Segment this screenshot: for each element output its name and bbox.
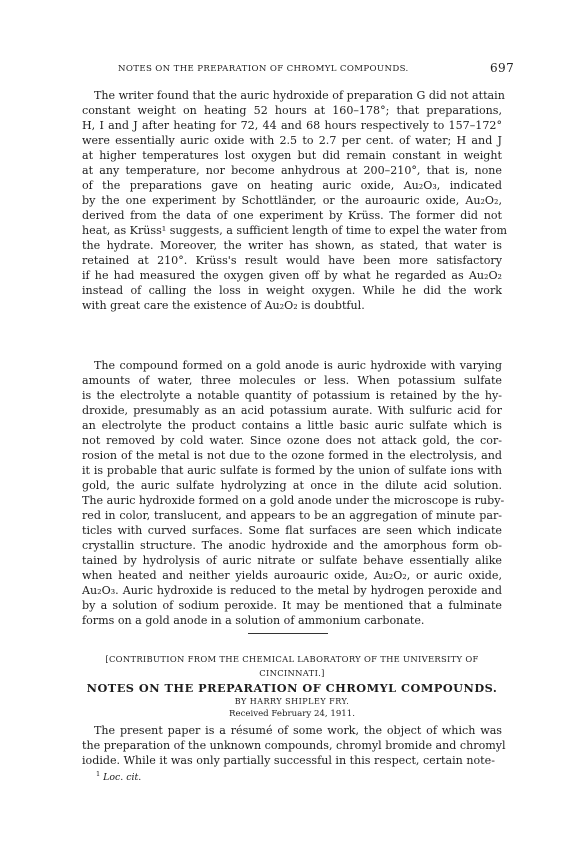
footnote bbox=[96, 770, 141, 783]
text-line: constant weight on heating 52 hours at 160–178°; that preparations, bbox=[82, 104, 502, 117]
contribution-line-2: CINCINNATI.] bbox=[259, 668, 325, 678]
text-line: by the one experiment by Schottländer, or the auroauric oxide, Au₂O₂, bbox=[82, 194, 502, 207]
received-date: Received February 24, 1911. bbox=[229, 709, 355, 719]
text-line: tained by hydrolysis of auric nitrate or sulfate behave essentially alike bbox=[82, 554, 502, 567]
text-line: Au₂O₃. Auric hydroxide is reduced to the metal by hydrogen peroxide and bbox=[82, 584, 502, 597]
text-line: H, I and J after heating for 72, 44 and 68 hours respectively to 157–172° bbox=[82, 119, 502, 132]
text-line: red in color, translucent, and appears to be an aggregation of minute par- bbox=[82, 509, 502, 522]
text-line: of the preparations gave on heating auric oxide, Au₂O₃, indicated bbox=[82, 179, 502, 192]
contribution-line-1: [CONTRIBUTION FROM THE CHEMICAL LABORATORY OF THE UNIVERSITY OF bbox=[105, 654, 479, 664]
text-line: amounts of water, three molecules or less. When potassium sulfate bbox=[82, 374, 502, 387]
paragraph-anodic-compound bbox=[82, 358, 505, 628]
text-line: the preparation of the unknown compounds, chromyl bromide and chromyl bbox=[82, 739, 506, 752]
text-line: by a solution of sodium peroxide. It may be mentioned that a fulminate bbox=[82, 599, 502, 612]
text-line: is the electrolyte a notable quantity of potassium is retained by the hy- bbox=[82, 389, 502, 402]
text-line: rosion of the metal is not due to the ozone formed in the electrolysis, and bbox=[82, 449, 502, 462]
text-line: if he had measured the oxygen given off by what he regarded as Au₂O₂ bbox=[82, 269, 502, 282]
text-line: when heated and neither yields auroauric oxide, Au₂O₂, or auric oxide, bbox=[82, 569, 502, 582]
contribution-note bbox=[82, 652, 502, 680]
text-line: with great care the existence of Au₂O₂ is doubtful. bbox=[82, 299, 365, 312]
text-line: The writer found that the auric hydroxide of preparation G did not attain bbox=[94, 89, 505, 102]
page-number: 697 bbox=[490, 61, 515, 75]
text-line: were essentially auric oxide with 2.5 to 2.7 per cent. of water; H and J bbox=[82, 134, 502, 147]
paragraph-chromyl-intro bbox=[82, 723, 506, 768]
text-line: The present paper is a résumé of some work, the object of which was bbox=[94, 724, 502, 737]
text-line: the hydrate. Moreover, the writer has shown, as stated, that water is bbox=[82, 239, 502, 252]
text-line: heat, as Krüss¹ suggests, a sufficient length of time to expel the water from bbox=[82, 224, 508, 237]
footnote-text: Loc. cit. bbox=[103, 772, 142, 784]
text-line: droxide, presumably as an acid potassium aurate. With sulfuric acid for bbox=[82, 404, 502, 417]
paragraph-gold-hydroxide-heating bbox=[82, 88, 508, 313]
running-head: NOTES ON THE PREPARATION OF CHROMYL COMPOUNDS. bbox=[118, 64, 409, 74]
text-line: ticles with curved surfaces. Some flat surfaces are seen which indicate bbox=[82, 524, 502, 537]
text-line: an electrolyte the product contains a little basic auric sulfate which is bbox=[82, 419, 502, 432]
footnote-mark: 1 bbox=[96, 770, 101, 778]
text-line: gold, the auric sulfate hydrolyzing at once in the dilute acid solution. bbox=[82, 479, 502, 492]
text-line: The compound formed on a gold anode is auric hydroxide with varying bbox=[94, 359, 502, 372]
article-byline: BY HARRY SHIPLEY FRY. bbox=[234, 697, 350, 706]
text-line: crystallin structure. The anodic hydroxide and the amorphous form ob- bbox=[82, 539, 502, 552]
text-line: derived from the data of one experiment by Krüss. The former did not bbox=[82, 209, 502, 222]
text-line: at higher temperatures lost oxygen but did remain constant in weight bbox=[82, 149, 502, 162]
text-line: not removed by cold water. Since ozone does not attack gold, the cor- bbox=[82, 434, 502, 447]
text-line: it is probable that auric sulfate is formed by the union of sulfate ions with bbox=[82, 464, 502, 477]
text-line: retained at 210°. Krüss's result would have been more satisfactory bbox=[82, 254, 502, 267]
text-line: at any temperature, nor become anhydrous at 200–210°, that is, none bbox=[82, 164, 502, 177]
article-title: NOTES ON THE PREPARATION OF CHROMYL COMPOUNDS. bbox=[86, 681, 498, 695]
text-line: iodide. While it was only partially successful in this respect, certain note- bbox=[82, 754, 495, 767]
section-divider bbox=[248, 633, 328, 634]
text-line: The auric hydroxide formed on a gold anode under the microscope is ruby- bbox=[82, 494, 505, 507]
text-line: instead of calling the loss in weight oxygen. While he did the work bbox=[82, 284, 502, 297]
text-line: forms on a gold anode in a solution of ammonium carbonate. bbox=[82, 614, 425, 627]
